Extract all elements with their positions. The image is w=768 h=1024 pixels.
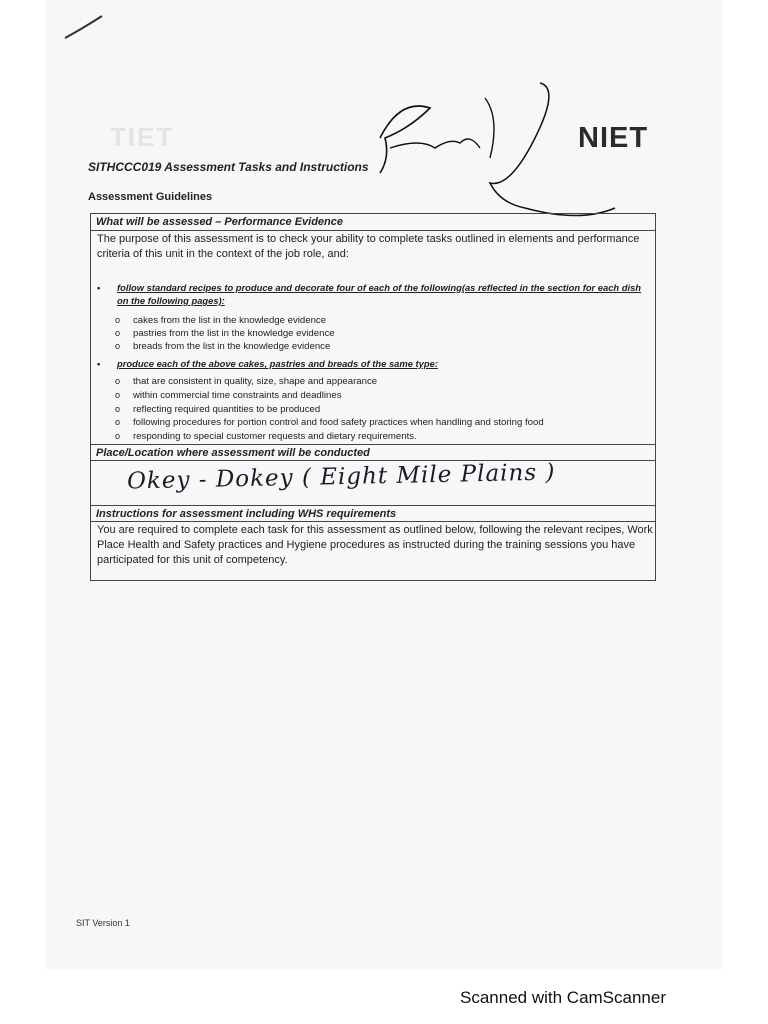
assessment-guidelines-heading: Assessment Guidelines: [88, 191, 213, 203]
guidelines-table: [90, 213, 656, 581]
signature: [360, 78, 630, 228]
document-title: SITHCCC019 Assessment Tasks and Instructions: [88, 160, 369, 174]
handwritten-location: Okey - Dokey ( Eight Mile Plains ): [126, 459, 556, 495]
list-item: o following procedures for portion control and food safety practices when handling and storing food: [115, 417, 544, 428]
list-item: o pastries from the list in the knowledge evidence: [115, 328, 335, 339]
performance-evidence-heading: What will be assessed – Performance Evidence: [91, 214, 655, 231]
camscanner-watermark: Scanned with CamScanner: [460, 988, 667, 1007]
purpose-text: The purpose of this assessment is to check your ability to complete tasks outlined in elements and performance criteria of this unit in the context of the job role, and:: [97, 233, 640, 260]
bullet-text: follow standard recipes to produce and decorate four of each of the following(as reflected in the section for each dish on the following pages):: [117, 282, 642, 306]
instructions-text: You are required to complete each task for this assessment as outlined below, following the relevant recipes, Work Place Health and Safety practices and Hygiene procedures as instructed during the training sessions you have participated for this unit of competency.: [97, 524, 653, 566]
bullet-dot: •: [97, 358, 101, 369]
bleed-through-logo: TIET: [110, 122, 175, 152]
list-item: o breads from the list in the knowledge evidence: [115, 341, 331, 352]
scan-margin-right: [722, 0, 768, 1024]
list-item: o that are consistent in quality, size, shape and appearance: [115, 376, 378, 387]
list-item: o reflecting required quantities to be produced: [115, 404, 321, 415]
instructions-heading: Instructions for assessment including WHS requirements: [91, 505, 655, 522]
list-item: o cakes from the list in the knowledge evidence: [115, 315, 327, 326]
list-item: o within commercial time constraints and deadlines: [115, 390, 342, 401]
pen-mark: [60, 12, 110, 42]
scan-margin-left: [0, 0, 46, 970]
bullet-produce-each: [97, 357, 649, 370]
niet-logo: NIET: [578, 122, 649, 154]
place-location-heading: Place/Location where assessment will be conducted: [91, 444, 655, 461]
bullet-text: produce each of the above cakes, pastries and breads of the same type:: [117, 358, 438, 369]
version-label: SIT Version 1: [76, 918, 130, 928]
list-item: o responding to special customer requests and dietary requirements.: [115, 431, 417, 442]
bullet-follow-recipes: [97, 281, 649, 307]
bullet-dot: •: [97, 282, 101, 293]
